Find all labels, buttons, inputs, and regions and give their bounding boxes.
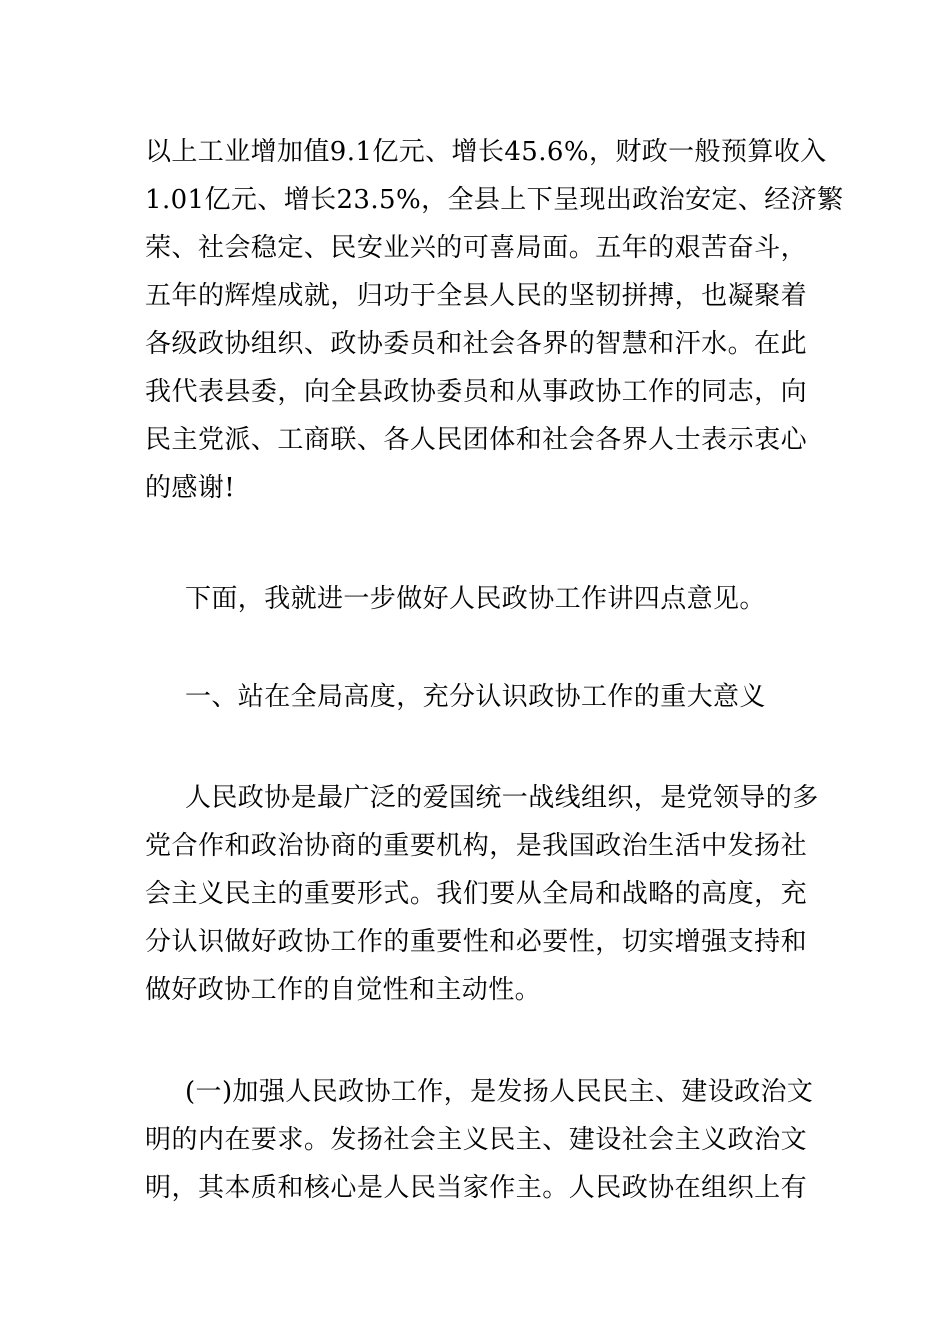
paragraph-line: 人民政协是最广泛的爱国统一战线组织，是党领导的多 (185, 783, 819, 813)
paragraph-line: 下面，我就进一步做好人民政协工作讲四点意见。 (185, 584, 766, 614)
paragraph-subsection-one (145, 1068, 814, 1212)
paragraph-line: 1.01亿元、增长23.5%，全县上下呈现出政治安定、经济繁 (145, 185, 844, 215)
paragraph-line: 民主党派、工商联、各人民团体和社会各界人士表示衷心 (145, 425, 807, 455)
paragraph-line: 明，其本质和核心是人民当家作主。人民政协在组织上有 (145, 1173, 807, 1203)
paragraph-four-opinions (145, 575, 807, 623)
section-heading-line: 一、站在全局高度，充分认识政协工作的重大意义 (185, 682, 766, 712)
paragraph-line: 我代表县委，向全县政协委员和从事政协工作的同志，向 (145, 377, 807, 407)
paragraph-line: 各级政协组织、政协委员和社会各界的智慧和汗水。在此 (145, 329, 807, 359)
paragraph-line: 分认识做好政协工作的重要性和必要性，切实增强支持和 (145, 927, 807, 957)
paragraph-cppcc-role (145, 774, 819, 1014)
paragraph-line: (一)加强人民政协工作，是发扬人民民主、建设政治文 (185, 1077, 814, 1107)
paragraph-line: 会主义民主的重要形式。我们要从全局和战略的高度，充 (145, 879, 807, 909)
paragraph-line: 荣、社会稳定、民安业兴的可喜局面。五年的艰苦奋斗， (145, 233, 807, 263)
paragraph-line: 明的内在要求。发扬社会主义民主、建设社会主义政治文 (145, 1125, 807, 1155)
paragraph-economic-results (145, 128, 844, 512)
paragraph-line: 以上工业增加值9.1亿元、增长45.6%，财政一般预算收入 (145, 137, 827, 167)
paragraph-line: 党合作和政治协商的重要机构，是我国政治生活中发扬社 (145, 831, 807, 861)
paragraph-line: 五年的辉煌成就，归功于全县人民的坚韧拼搏，也凝聚着 (145, 281, 807, 311)
paragraph-line: 做好政协工作的自觉性和主动性。 (145, 975, 542, 1005)
paragraph-line: 的感谢! (145, 473, 236, 503)
section-heading-one (145, 673, 807, 721)
